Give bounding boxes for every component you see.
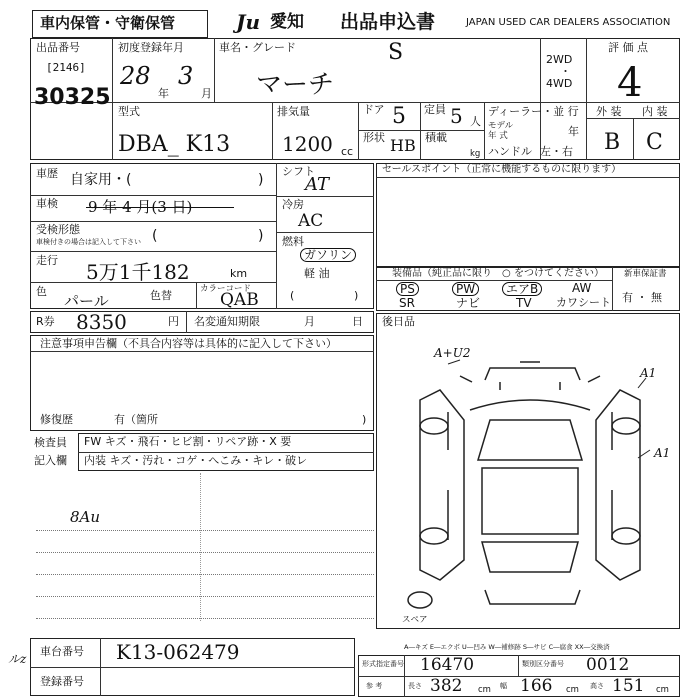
lot-label: 出品番号	[36, 41, 80, 54]
repair-history-value: 有（箇所	[114, 413, 158, 426]
capacity-unit: 人	[470, 115, 481, 128]
fuel-label: 燃料	[282, 235, 304, 248]
inspector-label: 検査員	[34, 436, 67, 449]
grade-value: S	[388, 40, 404, 65]
warranty-label: 新車保証書	[624, 269, 667, 279]
displacement-value: 1200	[282, 132, 333, 156]
exterior-grade: B	[604, 130, 621, 155]
history-value: 自家用・(	[70, 172, 132, 188]
damage-mark-right-1: A1	[640, 366, 657, 380]
color-value: パール	[64, 292, 109, 310]
handle-label: ハンドル	[488, 145, 532, 158]
interior-grade: C	[646, 130, 663, 155]
rating-label: 評 価 点	[608, 41, 648, 54]
spare-label: スペア	[402, 615, 428, 625]
equip-sr: SR	[399, 296, 415, 310]
first-registration-label: 初度登録年月	[118, 41, 184, 54]
kg-unit: kg	[470, 149, 481, 159]
height-label: 高さ	[590, 682, 604, 690]
inspection-value: 9 年 4 月(3 日)	[88, 198, 193, 216]
length-value: 382	[430, 676, 463, 696]
km-unit: km	[230, 267, 248, 280]
equip-aw: AW	[572, 281, 592, 295]
length-label: 長さ	[408, 682, 422, 690]
fuel-gasoline: ガソリン	[300, 248, 356, 262]
r-ticket-label: R券	[36, 315, 55, 328]
equip-pw: PW	[452, 282, 479, 296]
r-ticket-value: 8350	[76, 310, 127, 334]
length-unit: cm	[478, 685, 491, 695]
name-change-month: 月	[304, 315, 315, 328]
color-code-label: カラーコード	[200, 284, 252, 294]
equip-tv: TV	[516, 296, 532, 310]
width-unit: cm	[566, 685, 579, 695]
equip-ps: PS	[396, 282, 419, 296]
shift-value: AT	[305, 174, 330, 195]
equip-navi: ナビ	[456, 296, 481, 310]
damage-legend: A―キズ E―エクボ U―凹み W―補修跡 S―サビ C―腐食 XX―交換済	[404, 643, 610, 651]
model-designation-value: 16470	[420, 655, 475, 675]
equip-airbag: エアB	[502, 282, 542, 296]
model-year-label2: 年 式	[488, 131, 508, 141]
rating-value: 4	[617, 60, 643, 106]
shape-value: HB	[390, 136, 416, 155]
aftermarket-label: 後日品	[382, 315, 415, 328]
repair-history-label: 修復歴	[40, 413, 73, 426]
history-label: 車歴	[36, 167, 58, 180]
drive-dot: ・	[560, 65, 571, 78]
inspector-label2: 記入欄	[34, 454, 67, 467]
acceptance-open: (	[152, 228, 158, 244]
drive-4wd: 4WD	[546, 77, 573, 90]
model-year-label: モデル	[488, 121, 514, 131]
color-code-value: QAB	[220, 290, 259, 310]
fuel-paren-close: )	[354, 289, 359, 302]
height-value: 151	[612, 676, 645, 696]
height-unit: cm	[656, 685, 669, 695]
mileage-label: 走行	[36, 254, 58, 267]
equip-kawa-seat: カワシート	[556, 296, 611, 309]
chassis-value: K13-062479	[116, 640, 240, 664]
inspector-fw-line: FW キズ・飛石・ヒビ割・リペア跡・X 要	[84, 435, 292, 448]
mileage-value: 5万1千182	[86, 260, 190, 284]
chassis-label: 車台番号	[40, 645, 84, 658]
lot-number: 30325	[34, 85, 111, 110]
width-label: 幅	[500, 682, 507, 690]
loading-label: 積載	[425, 131, 447, 144]
dealer-label: ディーラー・並 行	[488, 105, 579, 118]
document-title: 出品申込書	[340, 11, 436, 33]
shape-label: 形状	[363, 131, 385, 144]
doors-label: ドア	[363, 103, 385, 116]
type-value: DBA_ K13	[118, 132, 231, 157]
repair-history-close: )	[362, 413, 367, 426]
org-name: 愛知	[270, 12, 304, 32]
interior-label: 内 装	[642, 105, 668, 118]
first-registration-year: 28	[120, 62, 151, 90]
color-label: 色	[36, 285, 47, 298]
acceptance-close: )	[258, 228, 264, 244]
inspector-handwritten-note: 8Au	[70, 508, 101, 526]
header-tab-label: 車内保管・守衛保管	[40, 14, 176, 32]
model-designation-label: 形式指定番号	[362, 660, 404, 668]
sales-point-box	[376, 163, 680, 267]
cc-unit: cc	[341, 145, 354, 158]
reference-label: 参 考	[366, 682, 383, 690]
nen-unit: 年	[568, 125, 579, 138]
shift-label: シフト	[282, 165, 315, 178]
notes-label: 注意事項申告欄（不具合内容等は具体的に記入して下さい）	[40, 337, 337, 350]
r-ticket-yen: 円	[168, 315, 179, 328]
exterior-label: 外 装	[596, 105, 622, 118]
equipment-circle-mark: ○	[502, 268, 511, 279]
warranty-options: 有 ・ 無	[622, 291, 662, 304]
month-unit: 月	[201, 87, 212, 100]
color-change-label: 色替	[150, 289, 172, 302]
equipment-label: 装備品（純正品に限り	[392, 268, 492, 279]
handle-options: 左・右	[540, 145, 573, 158]
inspection-label: 車検	[36, 197, 58, 210]
drive-2wd: 2WD	[546, 53, 573, 66]
inspector-interior-line: 内装 キズ・汚れ・コゲ・へこみ・キレ・破レ	[84, 454, 308, 467]
category-value: 0012	[586, 655, 630, 675]
width-value: 166	[520, 676, 553, 696]
acceptance-sub: 車検付きの場合は記入して下さい	[36, 238, 141, 246]
margin-mark: ルz	[8, 652, 27, 666]
year-unit: 年	[158, 87, 169, 100]
lot-small-number: [2146]	[46, 61, 86, 74]
name-change-label: 名変通知期限	[194, 315, 260, 328]
car-outline-diagram	[400, 350, 660, 620]
damage-mark-right-2: A1	[654, 446, 671, 460]
name-change-day: 日	[352, 315, 363, 328]
fuel-diesel: 軽 油	[304, 267, 330, 280]
ju-logo: Ju	[236, 10, 261, 34]
doors-value: 5	[392, 104, 406, 129]
association-name: JAPAN USED CAR DEALERS ASSOCIATION	[466, 17, 671, 28]
model-value: マーチ	[256, 70, 335, 100]
damage-mark-top: A+U2	[434, 346, 471, 360]
registration-label: 登録番号	[40, 675, 84, 688]
ac-label: 冷房	[282, 198, 304, 211]
capacity-label: 定員	[424, 103, 446, 116]
model-grade-label: 車名・グレード	[219, 41, 296, 54]
equipment-label2: をつけてください）	[514, 268, 604, 279]
capacity-value: 5	[450, 104, 463, 128]
category-label: 類別区分番号	[522, 660, 564, 668]
type-label: 型式	[118, 105, 140, 118]
ac-value: AC	[298, 211, 324, 231]
acceptance-label: 受検形態	[36, 223, 80, 236]
displacement-label: 排気量	[277, 105, 310, 118]
fuel-paren-open: (	[290, 289, 295, 302]
history-paren: )	[258, 172, 264, 188]
first-registration-month: 3	[178, 62, 194, 90]
sales-point-label: セールスポイント（正常に機能するものに限ります）	[382, 164, 622, 175]
